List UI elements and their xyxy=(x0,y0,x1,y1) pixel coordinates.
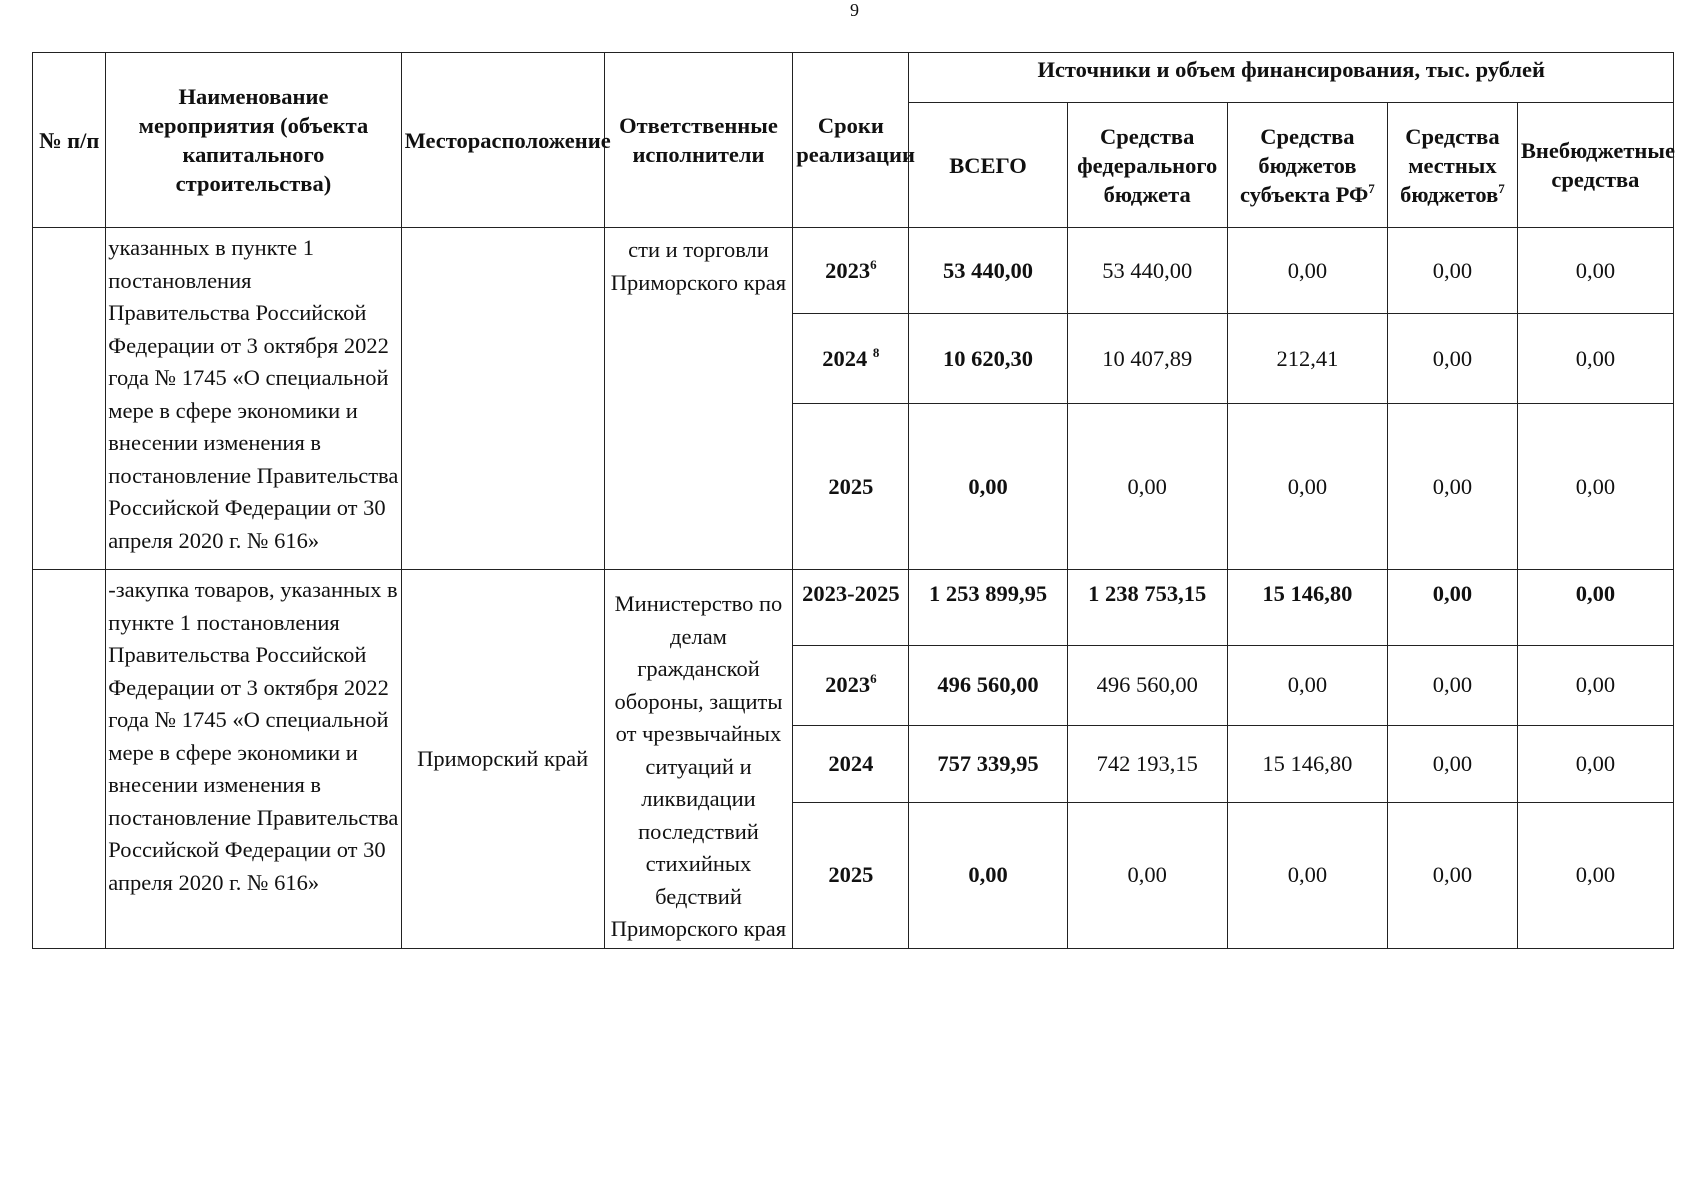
cell-local: 0,00 xyxy=(1388,228,1518,314)
table-row xyxy=(33,570,1674,646)
cell-local: 0,00 xyxy=(1388,646,1518,725)
cell-extra: 0,00 xyxy=(1517,646,1673,725)
page-number: 9 xyxy=(850,0,859,20)
header-name: Наименование мероприятия (объекта капитального строительства) xyxy=(106,53,401,228)
cell-federal: 10 407,89 xyxy=(1067,314,1227,404)
cell-total: 0,00 xyxy=(909,404,1067,570)
cell-year: 2025 xyxy=(793,802,909,948)
cell-regional: 15 146,80 xyxy=(1227,725,1387,802)
cell-name: -закупка товаров, указанных в пункте 1 постановления Правительства Российской Федерации от 3 октября 2022 года № 1745 «О специальной мере в сфере экономики и внесении изменения в постановление Правительства Российской Федерации от 30 апреля 2020 г. № 616» xyxy=(106,570,401,949)
cell-federal: 742 193,15 xyxy=(1067,725,1227,802)
financing-table xyxy=(32,52,1674,949)
cell-total: 10 620,30 xyxy=(909,314,1067,404)
cell-regional: 0,00 xyxy=(1227,404,1387,570)
cell-year: 2024 xyxy=(793,725,909,802)
cell-year: 2023$^6$ xyxy=(793,228,909,314)
cell-extra: 0,00 xyxy=(1517,404,1673,570)
cell-federal: 1 238 753,15 xyxy=(1067,570,1227,646)
cell-local: 0,00 xyxy=(1388,314,1518,404)
cell-num xyxy=(33,570,106,949)
cell-regional: 0,00 xyxy=(1227,802,1387,948)
cell-total: 757 339,95 xyxy=(909,725,1067,802)
cell-total: 496 560,00 xyxy=(909,646,1067,725)
cell-extra: 0,00 xyxy=(1517,228,1673,314)
header-total: ВСЕГО xyxy=(909,103,1067,228)
header-local: Средства местных бюджетов$^7$ xyxy=(1388,103,1518,228)
cell-extra: 0,00 xyxy=(1517,314,1673,404)
cell-total: 0,00 xyxy=(909,802,1067,948)
cell-year: 2024 $^8$ xyxy=(793,314,909,404)
cell-name: указанных в пункте 1 постановления Правительства Российской Федерации от 3 октября 2022 года № 1745 «О специальной мере в сфере экономики и внесении изменения в постановление Правительства Российской Федерации от 30 апреля 2020 г. № 616» xyxy=(106,228,401,570)
header-location: Месторасположение xyxy=(401,53,604,228)
cell-extra: 0,00 xyxy=(1517,725,1673,802)
header-regional: Средства бюджетов субъекта $РФ^7$ xyxy=(1227,103,1387,228)
footnote-mark: 6 xyxy=(870,256,877,272)
cell-extra: 0,00 xyxy=(1517,802,1673,948)
cell-total: 1 253 899,95 xyxy=(909,570,1067,646)
cell-federal: 53 440,00 xyxy=(1067,228,1227,314)
cell-regional: 15 146,80 xyxy=(1227,570,1387,646)
cell-regional: 0,00 xyxy=(1227,646,1387,725)
cell-regional: 0,00 xyxy=(1227,228,1387,314)
cell-year: 2025 xyxy=(793,404,909,570)
cell-year: 2023-2025 xyxy=(793,570,909,646)
header-funding-group: Источники и объем финансирования, тыс. рублей xyxy=(909,53,1674,103)
header-local-footnote: 7 xyxy=(1498,180,1505,196)
cell-local: 0,00 xyxy=(1388,570,1518,646)
cell-federal: 0,00 xyxy=(1067,404,1227,570)
cell-extra: 0,00 xyxy=(1517,570,1673,646)
footnote-mark: 8 xyxy=(872,344,880,360)
cell-local: 0,00 xyxy=(1388,404,1518,570)
cell-total: 53 440,00 xyxy=(909,228,1067,314)
cell-location xyxy=(401,228,604,570)
header-regional-footnote: 7 xyxy=(1368,180,1375,196)
header-num: № п/п xyxy=(33,53,106,228)
table-row xyxy=(33,228,1674,314)
header-responsible: Ответственные исполнители xyxy=(604,53,792,228)
cell-num xyxy=(33,228,106,570)
header-extra: Внебюджетные средства xyxy=(1517,103,1673,228)
cell-location: Приморский край xyxy=(401,570,604,949)
cell-regional: 212,41 xyxy=(1227,314,1387,404)
cell-federal: 0,00 xyxy=(1067,802,1227,948)
cell-local: 0,00 xyxy=(1388,802,1518,948)
cell-local: 0,00 xyxy=(1388,725,1518,802)
cell-year: 2023$^6$ xyxy=(793,646,909,725)
cell-responsible: Министерство по делам гражданской обороны, защиты от чрезвычайных ситуаций и ликвидации последствий стихийных бедствий Приморского края xyxy=(604,570,792,949)
cell-responsible: сти и торговли Приморского края xyxy=(604,228,792,570)
cell-federal: 496 560,00 xyxy=(1067,646,1227,725)
header-federal: Средства федерального бюджета xyxy=(1067,103,1227,228)
footnote-mark: 6 xyxy=(870,671,877,687)
header-period: Сроки реализации xyxy=(793,53,909,228)
